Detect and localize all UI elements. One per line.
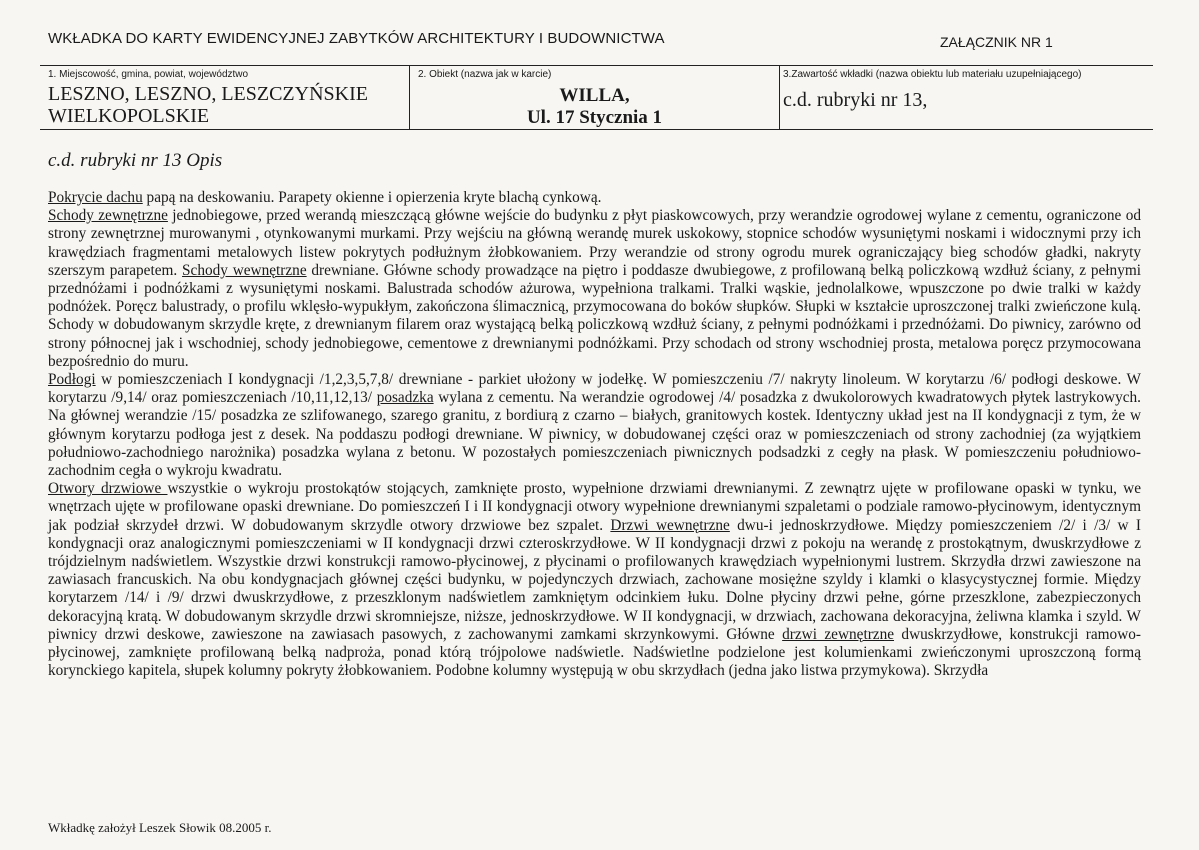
header-fields-table [40,65,1153,130]
doors-title: Otwory drzwiowe [48,480,168,498]
floors-title: Podłogi [48,371,96,389]
content-cell [780,66,1153,129]
stairs-outer-title: Schody zewnętrzne [48,207,168,225]
description-subheading: c.d. rubryki nr 13 Opis [48,150,223,171]
roof-text: papą na deskowaniu. Parapety okienne i opierzenia kryte blachą cynkową. [142,189,602,206]
doors-text-1: wszystkie o wykroju prostokątów stojących, zamknięte prosto, wypełnione drzwiami drewnianymi. Z zewnątrz ujęte w profilowane opaski w tynku, we wnętrzach ujęte w profilowane opaski drewniane. Do pomieszczeń I i II kondygnacji otwory wypełnione drewnianymi szpaletami o podziale ramowo-płycinowym, identycznym jak podział skrzydeł drzwi. W dobudowanym skrzydle otwory drzwiowe bez szpalet. [48,480,1141,534]
doors-paragraph [48,480,1141,680]
doors-text-3: dwuskrzydłowe, konstrukcji ramowo-płycinowej, zamknięte profilowaną belką nadproża, ponad którą trójpolowe nadświetle. Nadświetlne podzielone jest kolumienkami zwieńczonymi uproszczoną formą korynckiego kapitela, słupek kolumny pokryty żłobkowaniem. Podobne kolumny występują w obu skrzydłach (jedna jako listwa przymykowa). Skrzydła [48,625,1141,680]
location-line2: WIELKOPOLSKIE [48,105,210,127]
object-label: 2. Obiekt (nazwa jak w karcie) [418,69,552,80]
stairs-text-1: jednobiegowe, przed werandą mieszczącą główne wejście do budynku z płyt piaskowcowych, przy werandzie ogrodowej wylane z cementu, ograniczone od strony zewnętrznej murowanymi , otynkowanymi murkami. Przy wejściu na główną werandę murek uskokowy, stopnice schodów wysuniętymi noskami i widocznymi przy ich krawędziach fragmentami metalowych listew pokrytych podłużnym żłobkowaniem. Przy werandzie od strony ogrodu murek ograniczający bieg schodów gładki, nakryty szerszym parapetem. [48,207,1141,279]
description-body [48,189,1141,680]
doors-inner-title: Drzwi wewnętrzne [610,516,730,534]
object-cell [410,66,780,129]
roof-title: Pokrycie dachu [48,189,143,206]
roof-paragraph [48,189,1141,207]
doors-outer-title: drzwi zewnętrzne [782,625,895,643]
form-title: WKŁADKA DO KARTY EWIDENCYJNEJ ZABYTKÓW ARCHITEKTURY I BUDOWNICTWA [48,30,665,47]
floors-text-2: wylana z cementu. Na werandzie ogrodowej /4/ posadzka z dwukolorowych kwadratowych płytek lastrykowych. Na głównej werandzie /15/ posadzka ze szlifowanego, szarego granitu, z bordiurą z czarno – białych, granitowych kostek. Identyczny układ jest na II kondygnacji z tym, że w głównym korytarzu podłoga jest z desek. Na poddaszu podłogi drewniane. W piwnicy, w dobudowanej części oraz w pomieszczeniach od strony zachodniej (za wyjątkiem południowo-zachodniego narożnika) posadzka wylana z betonu. W pozostałych pomieszczeniach piwnicznych podsadzki z cegły na płask. W pomieszczeniu południowo-zachodnim cegła o wykroju kwadratu. [48,389,1141,480]
footer-author: Wkładkę założył Leszek Słowik 08.2005 r. [48,820,272,835]
stairs-inner-title: Schody wewnętrzne [182,261,307,279]
object-line2: Ul. 17 Stycznia 1 [526,107,663,128]
stairs-paragraph [48,207,1141,371]
object-line1: WILLA, [559,85,630,106]
location-line1: LESZNO, LESZNO, LESZCZYŃSKIE [48,83,368,105]
stairs-text-2: drewniane. Główne schody prowadzące na piętro i poddasze dwubiegowe, z profilowaną belką policzkową wzdłuż ściany, z pełnymi przednóżami i podnóżkami z wysuniętymi noskami. Balustrada schodów ażurowa, wypełniona tralkami. Tralki wąskie, jednolalkowe, wpuszczone po dwie tralki w każdy podnóżek. Poręcz balustrady, o profilu wklęsło-wypukłym, zakończona ślimacznicą, przymocowana do boków słupków. Słupki w kształcie uproszczonej tralki zwieńczone kulą. Schody w dobudowanym skrzydle kręte, z drewnianym filarem oraz wystającą belką policzkową wzdłuż ściany, z pełnymi podnóżkami i przednóżami. Do piwnicy, zarówno od strony północnej jak i wschodniej, schody jednobiegowe, cementowe z drewnianymi podnóżkami. Przy schodach od strony wschodniej prosta, metalowa poręcz przymocowana bezpośrednio do muru. [48,261,1142,370]
floors-text-1: w pomieszczeniach I kondygnacji /1,2,3,5,7,8/ drewniane - parkiet ułożony w jodełkę. W pomieszczeniu /7/ nakryty linoleum. W korytarzu /6/ podłogi deskowe. W korytarzu /9,14/ oraz pomieszczeniach /10,11,12,13/ [48,371,1141,407]
location-label: 1. Miejscowość, gmina, powiat, województwo [48,69,249,80]
annex-label: ZAŁĄCZNIK NR 1 [940,34,1053,50]
content-label: 3.Zawartość wkładki (nazwa obiektu lub materiału uzupełniającego) [783,69,1082,80]
floors-posadzka: posadzka [376,389,434,407]
content-value: c.d. rubryki nr 13, [783,89,928,111]
floors-paragraph [48,371,1141,480]
location-cell [40,66,410,129]
doors-text-2: dwu-i jednoskrzydłowe. Między pomieszczeniem /2/ i /3/ w I kondygnacji oraz analogicznymi pomieszczeniami w II kondygnacji drzwi czteroskrzydłowe. W II kondygnacji drzwi z pokoju na werandę z prostokątnym, dwuskrzydłowe z trójdzielnym nadświetlem. Wszystkie drzwi konstrukcji ramowo-płycinowej, z płycinami o profilowanych krawędziach wypełnionymi lustrem. Skrzydła drzwi zawieszone na zawiasach francuskich. Na obu kondygnacjach głównej części budynku, w pojedynczych drzwiach, zachowane mosiężne szyldy i klamki o klasycystycznej formie. Między korytarzem /14/ i /9/ drzwi dwuskrzydłowe, z przeszklonym nadświetlem zamkniętym odcinkiem łuku. Dolne płyciny drzwi pełne, górne przeszklone, zabezpieczonych dekoracyjną kratą. W dobudowanym skrzydle drzwi skromniejsze, niższe, jednoskrzydłowe. W II kondygnacji, w drzwiach, zachowana dekoracyjna, żeliwna klamka i szyld. W piwnicy drzwi deskowe, zawieszone na zawiasach pasowych, z zachowanymi zamkami skrzynkowymi. Główne [48,516,1141,643]
